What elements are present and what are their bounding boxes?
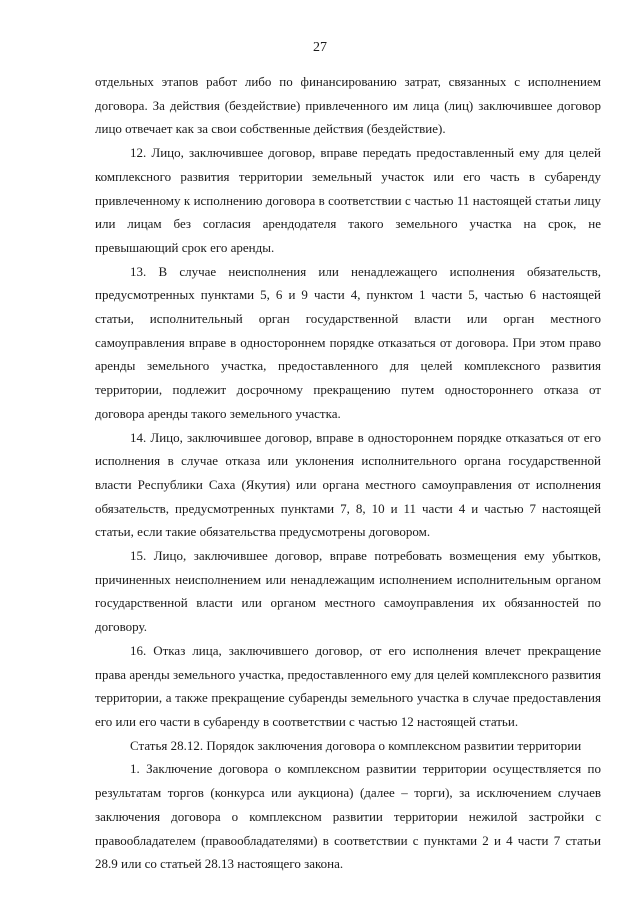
article-heading: Статья 28.12. Порядок заключения договора о комплексном развитии территории xyxy=(130,737,582,753)
paragraph-16: 16. Отказ лица, заключившего договор, от его исполнения влечет прекращение права аренды земельного участка, предоставленного ему для целей комплексного развития территории, а также прекращение субаренды земельного участка в случае предоставления его или его части в субаренду в соответствии с частью 12 настоящей статьи. xyxy=(95,642,601,729)
document-body xyxy=(95,70,601,876)
paragraph-1: 1. Заключение договора о комплексном развитии территории осуществляется по результатам торгов (конкурса или аукциона) (далее – торги), за исключением случаев заключения договора о комплексном развитии территории нежилой застройки с правообладателем (правообладателями) в соответствии с пунктами 2 и 4 части 7 статьи 28.9 или со статьей 28.13 настоящего закона. xyxy=(95,761,601,872)
paragraph-12: 12. Лицо, заключившее договор, вправе передать предоставленный ему для целей комплексного развития территории земельный участок или его часть в субаренду привлеченному к исполнению договора в соответствии с частью 11 настоящей статьи лицу или лицам без согласия арендодателя такого земельного участка на срок, не превышающий срок его аренды. xyxy=(95,145,601,255)
paragraph-14: 14. Лицо, заключившее договор, вправе в одностороннем порядке отказаться от его исполнения в случае отказа или уклонения исполнительного органа государственной власти Республики Саха (Якутия) или органа местного самоуправления от исполнения обязательств, предусмотренных пунктами 7, 8, 10 и 11 части 4 и частью 7 настоящей статьи, если такие обязательства предусмотрены договором. xyxy=(95,429,601,540)
paragraph-13: 13. В случае неисполнения или ненадлежащего исполнения обязательств, предусмотренных пунктами 5, 6 и 9 части 4, пунктом 1 части 5, частью 6 настоящей статьи, исполнительный орган государственной власти или орган местного самоуправления вправе в одностороннем порядке отказаться от договора. При этом право аренды земельного участка, предоставленного для целей комплексного развития территории, подлежит досрочному прекращению путем одностороннего отказа от договора аренды такого земельного участка. xyxy=(95,263,601,421)
page-number: 27 xyxy=(313,40,327,55)
paragraph-continuation: отдельных этапов работ либо по финансированию затрат, связанных с исполнением договора. За действия (бездействие) привлеченного им лица (лиц) заключившее договор лицо отвечает как за свои собственные действия (бездействие). xyxy=(95,74,601,137)
paragraph-15: 15. Лицо, заключившее договор, вправе потребовать возмещения ему убытков, причиненных неисполнением или ненадлежащим исполнением исполнительным органом государственной власти или органом местного самоуправления их обязанностей по договору. xyxy=(95,548,601,635)
